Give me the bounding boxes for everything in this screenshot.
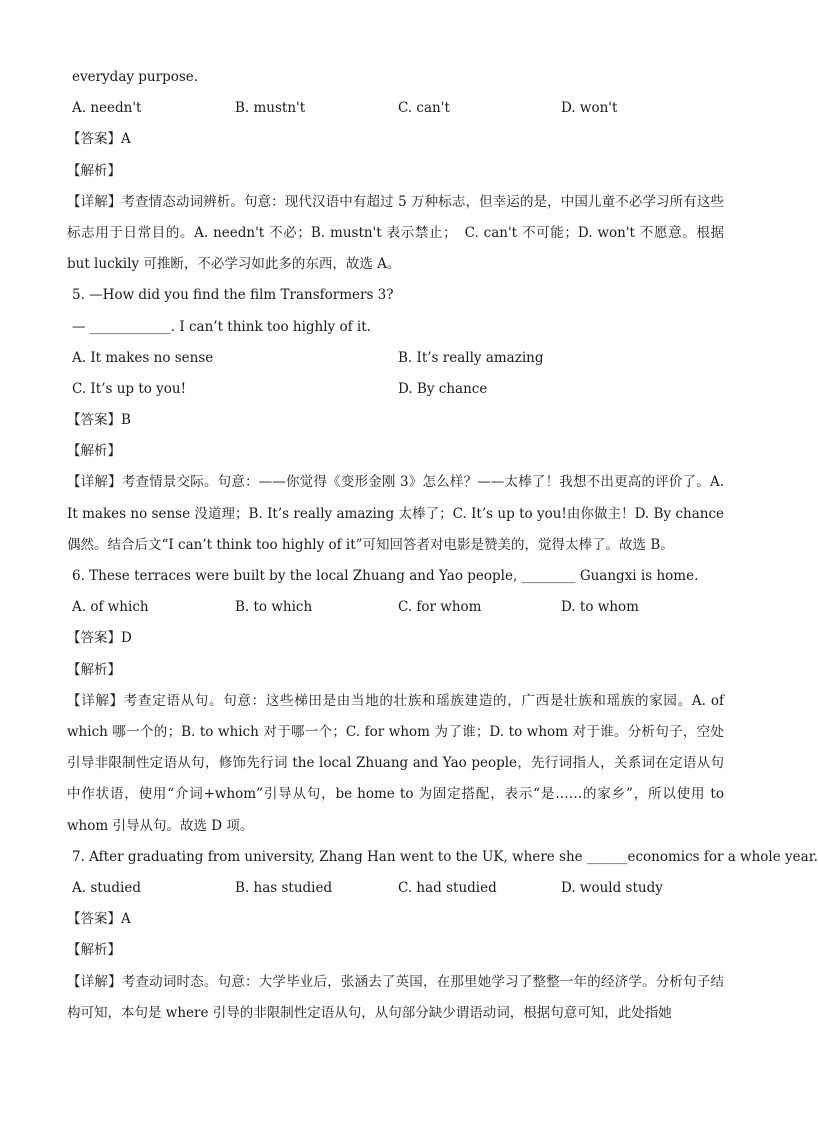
q5-options-row2 [72,374,724,405]
q4-option-c: C. can't [398,100,450,117]
q7-detail: 【详解】考查动词时态。句意：大学毕业后，张涵去了英国，在那里她学习了整整一年的经济学。分析句子结构可知，本句是 where 引导的非限制性定语从句，从句部分缺少谓语动词，根据句意可知，此处指她 [67,973,724,1021]
q5-options-row1 [72,343,724,374]
q6-answer: 【答案】D [67,630,132,647]
q4-analysis-label: 【解析】 [67,162,121,179]
q7-analysis-label: 【解析】 [67,942,121,959]
q5-detail: 【详解】考查情景交际。句意：——你觉得《变形金刚 3》怎么样？——太棒了！我想不出更高的评价了。A. It makes no sense 没道理；B. It’s really amazing 太棒了；C. It’s up to you!由你做主！D. By chance 偶然。结合后文“I can’t think too highly of it”可知回答者对电影是赞美的，觉得太棒了。故选 B。 [67,474,724,553]
q4-detail: 【详解】考查情态动词辨析。句意：现代汉语中有超过 5 万种标志，但幸运的是，中国儿童不必学习所有这些标志用于日常目的。A. needn't 不必；B. mustn't 表示禁止； C. can't 不可能；D. won't 不愿意。根据 but luckily 可推断，不必学习如此多的东西，故选 A。 [67,193,724,273]
q4-option-a: A. needn't [72,100,142,117]
q4-option-b: B. mustn't [235,100,306,117]
q4-stem-tail: everyday purpose. [72,69,199,85]
q7-answer: 【答案】A [67,911,131,928]
q6-analysis-label: 【解析】 [67,661,121,678]
q7-stem: 7. After graduating from university, Zhang Han went to the UK, where she ______economics for a whole year. [72,848,818,865]
q7-options [72,873,724,904]
q7-option-b: B. has studied [235,880,333,897]
q5-option-c: C. It’s up to you! [72,380,187,397]
q6-option-a: A. of which [72,599,149,616]
q5-stem-line2: — ____________. I can’t think too highly of it. [72,318,371,335]
q6-option-d: D. to whom [561,599,639,616]
q4-answer: 【答案】A [67,131,131,148]
q4-options [72,93,724,124]
q6-detail: 【详解】考查定语从句。句意：这些梯田是由当地的壮族和瑶族建造的，广西是壮族和瑶族的家园。A. of which 哪一个的；B. to which 对于哪一个；C. for whom 为了谁；D. to whom 对于谁。分析句子，空处引导非限制性定语从句，修饰先行词 the local Zhuang and Yao people，先行词指人，关系词在定语从句中作状语，使用“介词+whom”引导从句，be home to 为固定搭配，表示“是……的家乡”，所以使用 to whom 引导从句。故选 D 项。 [67,692,724,834]
q6-option-c: C. for whom [398,599,482,616]
q6-stem: 6. These terraces were built by the local Zhuang and Yao people, ________ Guangxi is home. [72,568,699,585]
q4-option-d: D. won't [561,100,618,117]
document-page [67,62,818,1029]
q5-option-a: A. It makes no sense [72,349,214,366]
q5-stem-line1: 5. —How did you find the film Transformers 3? [72,287,394,304]
q5-option-b: B. It’s really amazing [398,349,544,366]
q5-option-d: D. By chance [398,380,488,397]
q6-options [72,592,724,623]
q6-option-b: B. to which [235,599,313,616]
q7-option-a: A. studied [72,880,141,897]
q5-analysis-label: 【解析】 [67,443,121,460]
q7-option-c: C. had studied [398,880,497,897]
q7-option-d: D. would study [561,880,663,897]
q5-answer: 【答案】B [67,412,131,429]
